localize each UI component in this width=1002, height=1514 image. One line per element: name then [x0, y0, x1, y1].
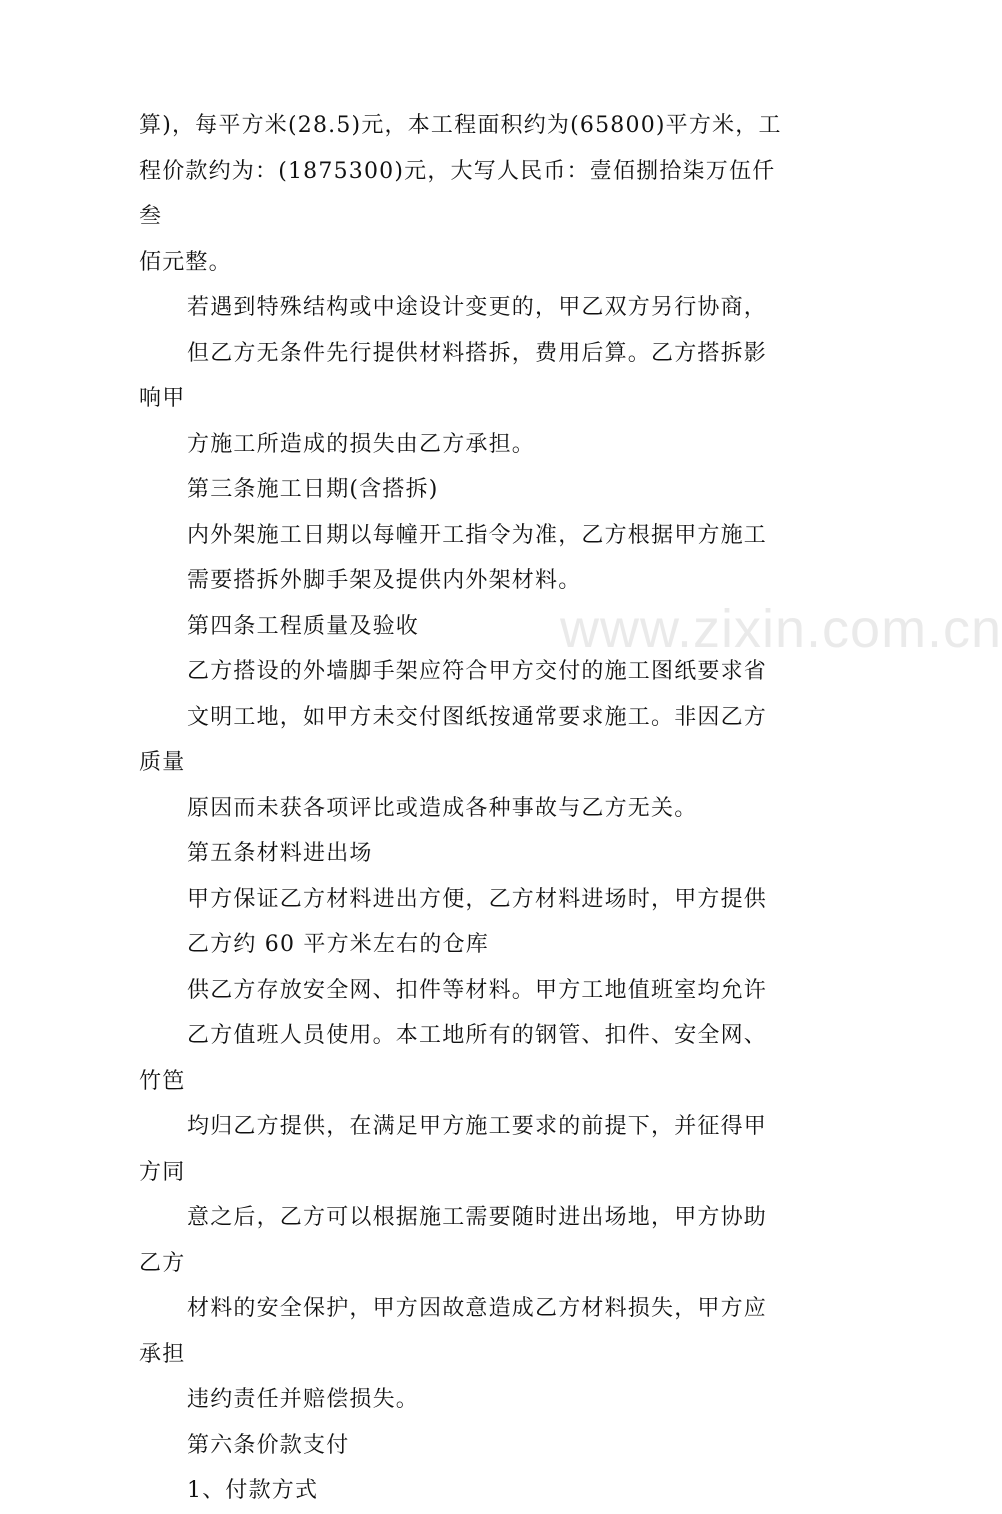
text-line: 但乙方无条件先行提供材料搭拆，费用后算。乙方搭拆影响甲: [139, 340, 768, 411]
section-heading-article-6: [139, 1423, 784, 1469]
paragraph-storage: [139, 968, 784, 1423]
text-line: 原因而未获各项评比或造成各种事故与乙方无关。: [187, 795, 698, 821]
paragraph-design-change: [139, 285, 784, 467]
text-line: 文明工地，如甲方未交付图纸按通常要求施工。非因乙方质量: [139, 704, 768, 775]
text-line: 乙方值班人员使用。本工地所有的钢管、扣件、安全网、竹笆: [139, 1023, 768, 1094]
text-line: 若遇到特殊结构或中途设计变更的，甲乙双方另行协商，: [187, 295, 768, 320]
text-line: 内外架施工日期以每幢开工指令为准，乙方根据甲方施工: [187, 522, 768, 548]
heading-text: 第三条施工日期(含搭拆): [187, 477, 439, 502]
text-line: 材料的安全保护，甲方因故意造成乙方材料损失，甲方应承担: [139, 1296, 768, 1367]
text-line: 意之后，乙方可以根据施工需要随时进出场地，甲方协助乙方: [139, 1205, 768, 1276]
text-line: 供乙方存放安全网、扣件等材料。甲方工地值班室均允许: [187, 977, 768, 1003]
heading-text: 第六条价款支付: [187, 1432, 350, 1458]
heading-text: 1、付款方式: [187, 1478, 319, 1503]
text-line: 甲方保证乙方材料进出方便，乙方材料进场时，甲方提供: [187, 886, 768, 912]
section-heading-article-5: [139, 831, 784, 877]
text-line: 乙方搭设的外墙脚手架应符合甲方交付的施工图纸要求省: [187, 659, 768, 684]
text-line: 程价款约为：(1875300)元，大写人民币：壹佰捌拾柒万伍仟叁: [139, 158, 776, 229]
text-line: 乙方约 60 平方米左右的仓库: [187, 932, 489, 957]
text-line: 方施工所造成的损失由乙方承担。: [187, 431, 536, 457]
text-line: 均归乙方提供，在满足甲方施工要求的前提下，并征得甲方同: [139, 1114, 768, 1185]
section-heading-article-4: [139, 604, 784, 650]
heading-text: 第五条材料进出场: [187, 841, 373, 866]
text-line: 违约责任并赔偿损失。: [187, 1387, 420, 1412]
watermark: www.zixin.com.cn: [560, 599, 1002, 659]
paragraph-material-access: [139, 877, 784, 968]
text-line: 算)，每平方米(28.5)元，本工程面积约为(65800)平方米，工: [139, 113, 782, 138]
paragraph-construction-schedule: [139, 513, 784, 604]
text-line: 需要搭拆外脚手架及提供内外架材料。: [187, 568, 582, 593]
subsection-heading-payment-method: [139, 1468, 784, 1514]
heading-text: 第四条工程质量及验收: [187, 613, 420, 639]
paragraph-price-clause: [139, 103, 784, 285]
paragraph-quality: [139, 649, 784, 831]
text-line: 佰元整。: [139, 249, 232, 275]
document-body: [139, 103, 784, 1514]
section-heading-article-3: [139, 467, 784, 513]
